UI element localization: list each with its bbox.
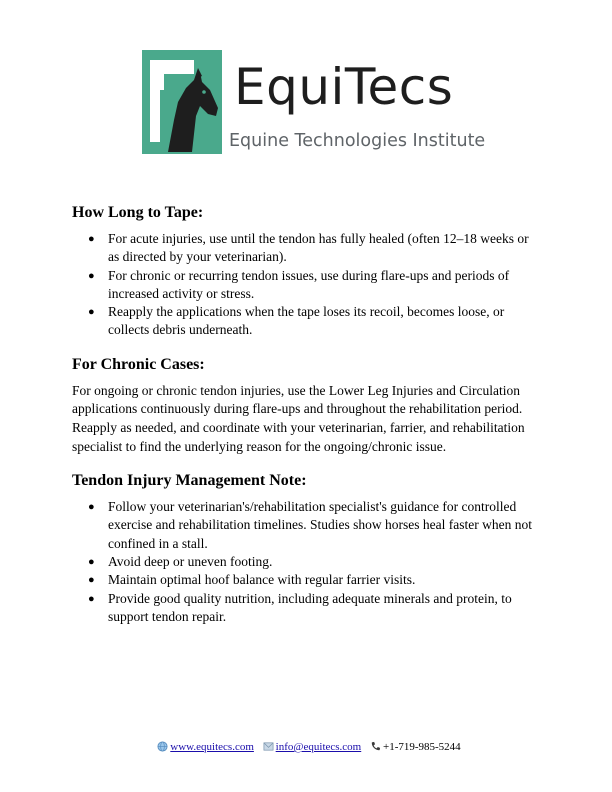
list-item: ● Follow your veterinarian's/rehabilitation specialist's guidance for controlled exercise and rehabilitation timelines. Studies show horses heal faster when not confined in a stall. <box>72 498 542 553</box>
management-list <box>72 498 542 626</box>
email-link[interactable]: info@equitecs.com <box>275 741 362 753</box>
globe-icon <box>157 741 168 752</box>
email-icon <box>263 741 274 752</box>
horse-logo-icon <box>142 50 222 154</box>
chronic-paragraph: For ongoing or chronic tendon injuries, use the Lower Leg Injuries and Circulation applications continuously during flare-ups and throughout the rehabilitation period. Reapply as needed, and coordinate with your veterinarian, farrier, and rehabilitation specialist to find the underlying reason for the ongoing/chronic issue. <box>72 382 525 454</box>
section-heading-how-long: How Long to Tape: <box>72 204 204 221</box>
brand-subtitle: Equine Technologies Institute <box>229 131 486 151</box>
list-item: ● Avoid deep or uneven footing. <box>72 553 542 571</box>
list-item: ● Provide good quality nutrition, including adequate minerals and protein, to support tendon repair. <box>72 590 542 627</box>
section-heading-management-note: Tendon Injury Management Note: <box>72 472 307 490</box>
how-long-list <box>72 230 542 340</box>
phone-number: +1-719-985-5244 <box>382 741 461 753</box>
phone-icon <box>370 741 381 752</box>
section-heading-chronic: For Chronic Cases: <box>72 355 205 373</box>
list-item: ● For acute injuries, use until the tendon has fully healed (often 12–18 weeks or as directed by your veterinarian). <box>72 230 542 267</box>
list-item: ● Maintain optimal hoof balance with regular farrier visits. <box>72 571 542 589</box>
document-body <box>72 198 542 626</box>
website-link[interactable]: www.equitecs.com <box>170 741 254 753</box>
list-item: ● Reapply the applications when the tape loses its recoil, becomes loose, or collects debris underneath. <box>72 303 542 340</box>
list-item: ● For chronic or recurring tendon issues, use during flare-ups and periods of increased activity or stress. <box>72 267 542 304</box>
brand-name: EquiTecs <box>234 58 454 116</box>
equitecs-logo <box>142 50 486 155</box>
footer-contact <box>0 740 612 754</box>
